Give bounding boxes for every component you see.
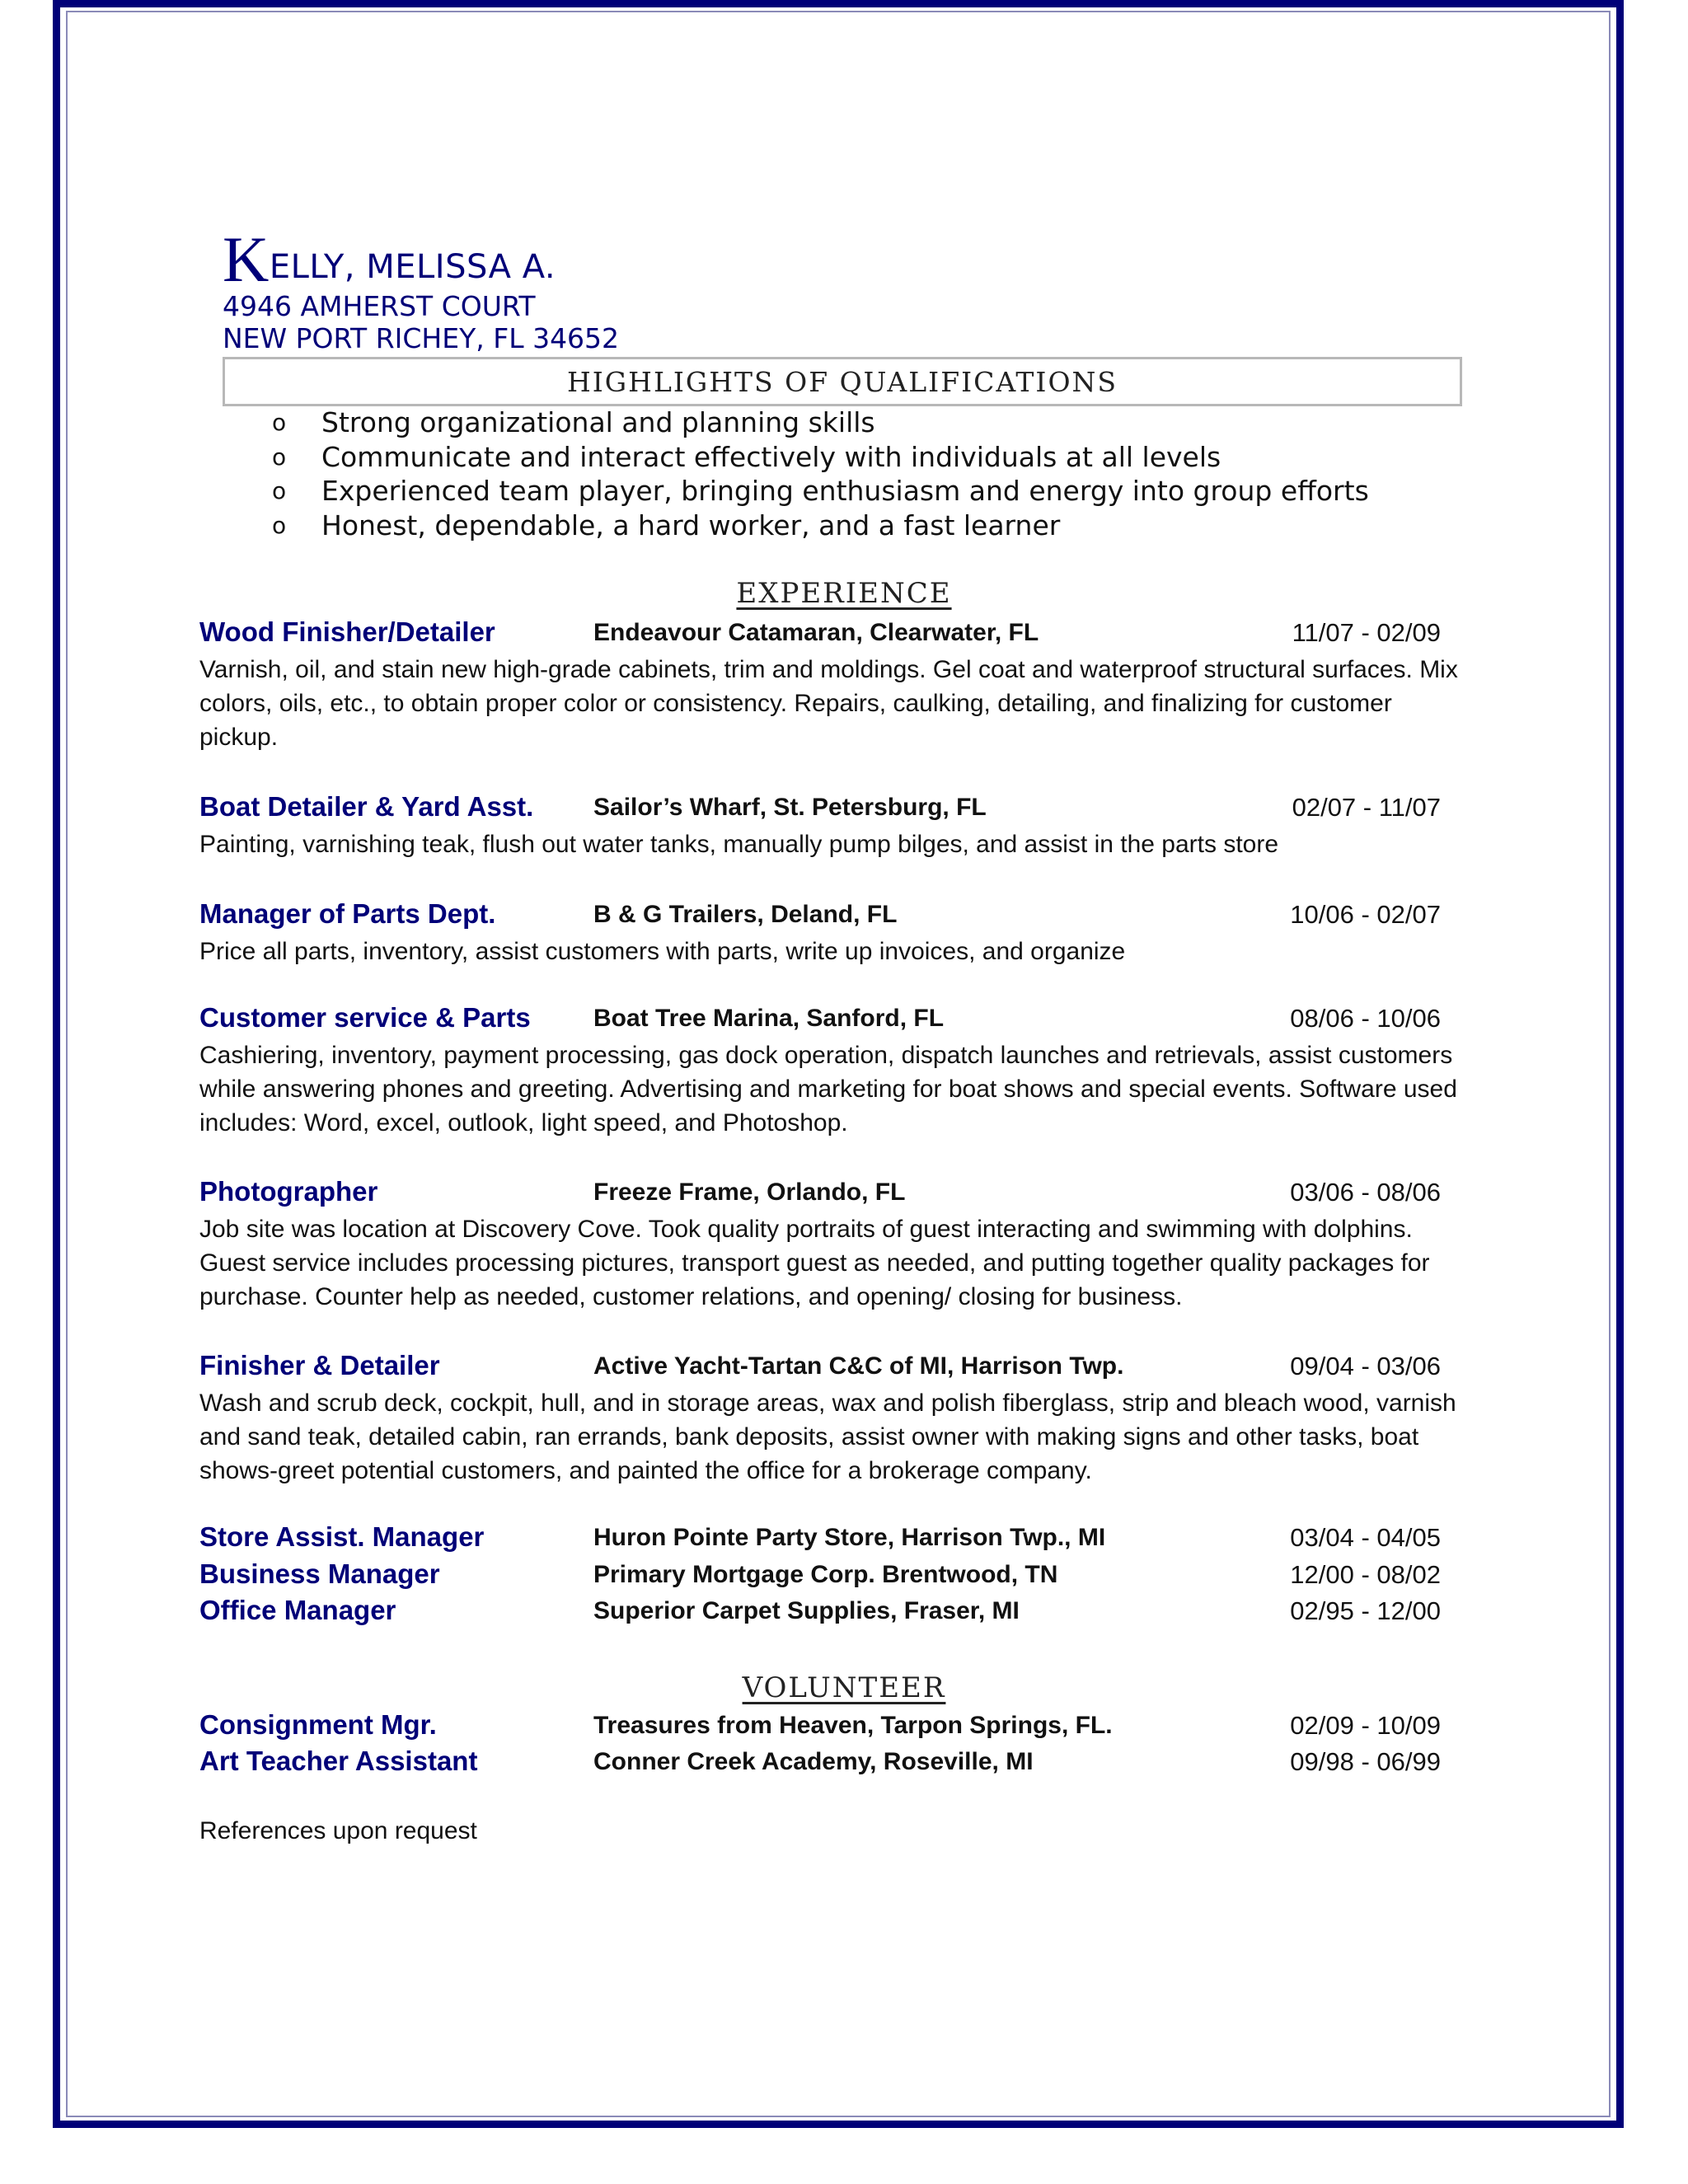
job-dates: 11/07 - 02/09 — [1292, 618, 1441, 647]
job-row — [199, 616, 1452, 653]
job-row — [199, 1002, 1452, 1038]
job-title: Boat Detailer & Yard Asst. — [199, 791, 534, 822]
job-title: Finisher & Detailer — [199, 1350, 440, 1380]
applicant-name — [223, 223, 556, 297]
job-description: Price all parts, inventory, assist customers with parts, write up invoices, and organize — [199, 938, 1126, 965]
job-title: Office Manager — [199, 1595, 396, 1625]
job-dates: 02/95 - 12/00 — [1290, 1596, 1441, 1625]
job-description: Job site was location at Discovery Cove. Took quality portraits of guest interacting and swimming with dolphins. Guest service includes processing pictures, transport guest as needed, and putting together quality packages for purchase. Counter help as needed, customer relations, and opening/ closing for business. — [199, 1216, 1430, 1310]
job-title: Store Assist. Manager — [199, 1521, 485, 1552]
volunteer-organization: Treasures from Heaven, Tarpon Springs, FL. — [593, 1712, 1113, 1739]
job-row — [199, 1350, 1452, 1386]
job-dates: 09/04 - 03/06 — [1290, 1352, 1441, 1380]
experience-heading: EXPERIENCE — [736, 577, 952, 610]
volunteer-row — [199, 1709, 1452, 1746]
job-description: Wash and scrub deck, cockpit, hull, and in storage areas, wax and polish fiberglass, strip and bleach wood, varnish and sand teak, detailed cabin, ran errands, bank deposits, assist owner with making signs and other tasks, boat shows-greet potential customers, and painted the office for a brokerage company. — [199, 1390, 1456, 1484]
job-description: Painting, varnishing teak, flush out water tanks, manually pump bilges, and assist in the parts store — [199, 831, 1279, 858]
job-title: Customer service & Parts — [199, 1002, 531, 1033]
job-row — [199, 791, 1452, 827]
job-row — [199, 1558, 1452, 1595]
volunteer-organization: Conner Creek Academy, Roseville, MI — [593, 1748, 1034, 1775]
qualifications-heading: HIGHLIGHTS OF QUALIFICATIONS — [566, 365, 1118, 398]
job-employer: Sailor’s Wharf, St. Petersburg, FL — [593, 794, 987, 821]
bullet-icon: o — [272, 443, 287, 471]
job-dates: 03/04 - 04/05 — [1290, 1523, 1441, 1552]
job-description: Varnish, oil, and stain new high-grade cabinets, trim and moldings. Gel coat and waterproof structural surfaces. Mix colors, oils, etc., to obtain proper color or consistency. Repairs, caulking, detailing, and finalizing for customer pickup. — [199, 656, 1458, 751]
job-title: Photographer — [199, 1176, 378, 1207]
job-employer: Primary Mortgage Corp. Brentwood, TN — [593, 1561, 1058, 1588]
name-rest: ELLY, MELISSA A. — [269, 248, 556, 286]
job-title: Wood Finisher/Detailer — [199, 616, 495, 647]
bullet-icon: o — [272, 409, 287, 436]
job-employer: Huron Pointe Party Store, Harrison Twp., MI — [593, 1524, 1106, 1551]
job-employer: Active Yacht-Tartan C&C of MI, Harrison Twp. — [593, 1352, 1124, 1380]
job-dates: 12/00 - 08/02 — [1290, 1560, 1441, 1589]
job-employer: Freeze Frame, Orlando, FL — [593, 1179, 906, 1206]
list-item: o Experienced team player, bringing enthusiasm and energy into group efforts — [272, 475, 1369, 507]
qualifications-list — [272, 405, 1369, 542]
name-initial: K — [223, 223, 270, 295]
qualifications-heading-box — [223, 357, 1462, 406]
job-dates: 03/06 - 08/06 — [1290, 1178, 1441, 1207]
list-item: o Strong organizational and planning skills — [272, 406, 875, 438]
job-dates: 08/06 - 10/06 — [1290, 1004, 1441, 1033]
job-dates: 10/06 - 02/07 — [1290, 900, 1441, 929]
job-description: Cashiering, inventory, payment processing, gas dock operation, dispatch launches and retrievals, assist customers while answering phones and greeting. Advertising and marketing for boat shows and special events. Software used includes: Word, excel, outlook, light speed, and Photoshop. — [199, 1042, 1457, 1137]
job-employer: Boat Tree Marina, Sanford, FL — [593, 1005, 945, 1032]
volunteer-row — [199, 1746, 1452, 1782]
job-dates: 02/07 - 11/07 — [1292, 793, 1441, 822]
job-employer: Endeavour Catamaran, Clearwater, FL — [593, 619, 1039, 646]
job-row — [199, 1176, 1452, 1212]
volunteer-dates: 02/09 - 10/09 — [1290, 1711, 1441, 1740]
job-employer: B & G Trailers, Deland, FL — [593, 901, 898, 928]
references-note: References upon request — [199, 1817, 477, 1844]
volunteer-title: Consignment Mgr. — [199, 1709, 437, 1740]
bullet-icon: o — [272, 511, 287, 539]
list-item: o Communicate and interact effectively with individuals at all levels — [272, 440, 1221, 473]
job-employer: Superior Carpet Supplies, Fraser, MI — [593, 1597, 1020, 1624]
job-title: Manager of Parts Dept. — [199, 898, 496, 929]
volunteer-heading: VOLUNTEER — [742, 1671, 946, 1704]
bullet-icon: o — [272, 477, 287, 504]
address-line-2: NEW PORT RICHEY, FL 34652 — [223, 322, 620, 354]
address-line-1: 4946 AMHERST COURT — [223, 290, 536, 322]
volunteer-title: Art Teacher Assistant — [199, 1746, 478, 1776]
job-row — [199, 1521, 1452, 1558]
job-row — [199, 1595, 1452, 1631]
list-item: o Honest, dependable, a hard worker, and a fast learner — [272, 509, 1061, 541]
job-row — [199, 898, 1452, 935]
volunteer-dates: 09/98 - 06/99 — [1290, 1747, 1441, 1776]
job-title: Business Manager — [199, 1558, 440, 1589]
